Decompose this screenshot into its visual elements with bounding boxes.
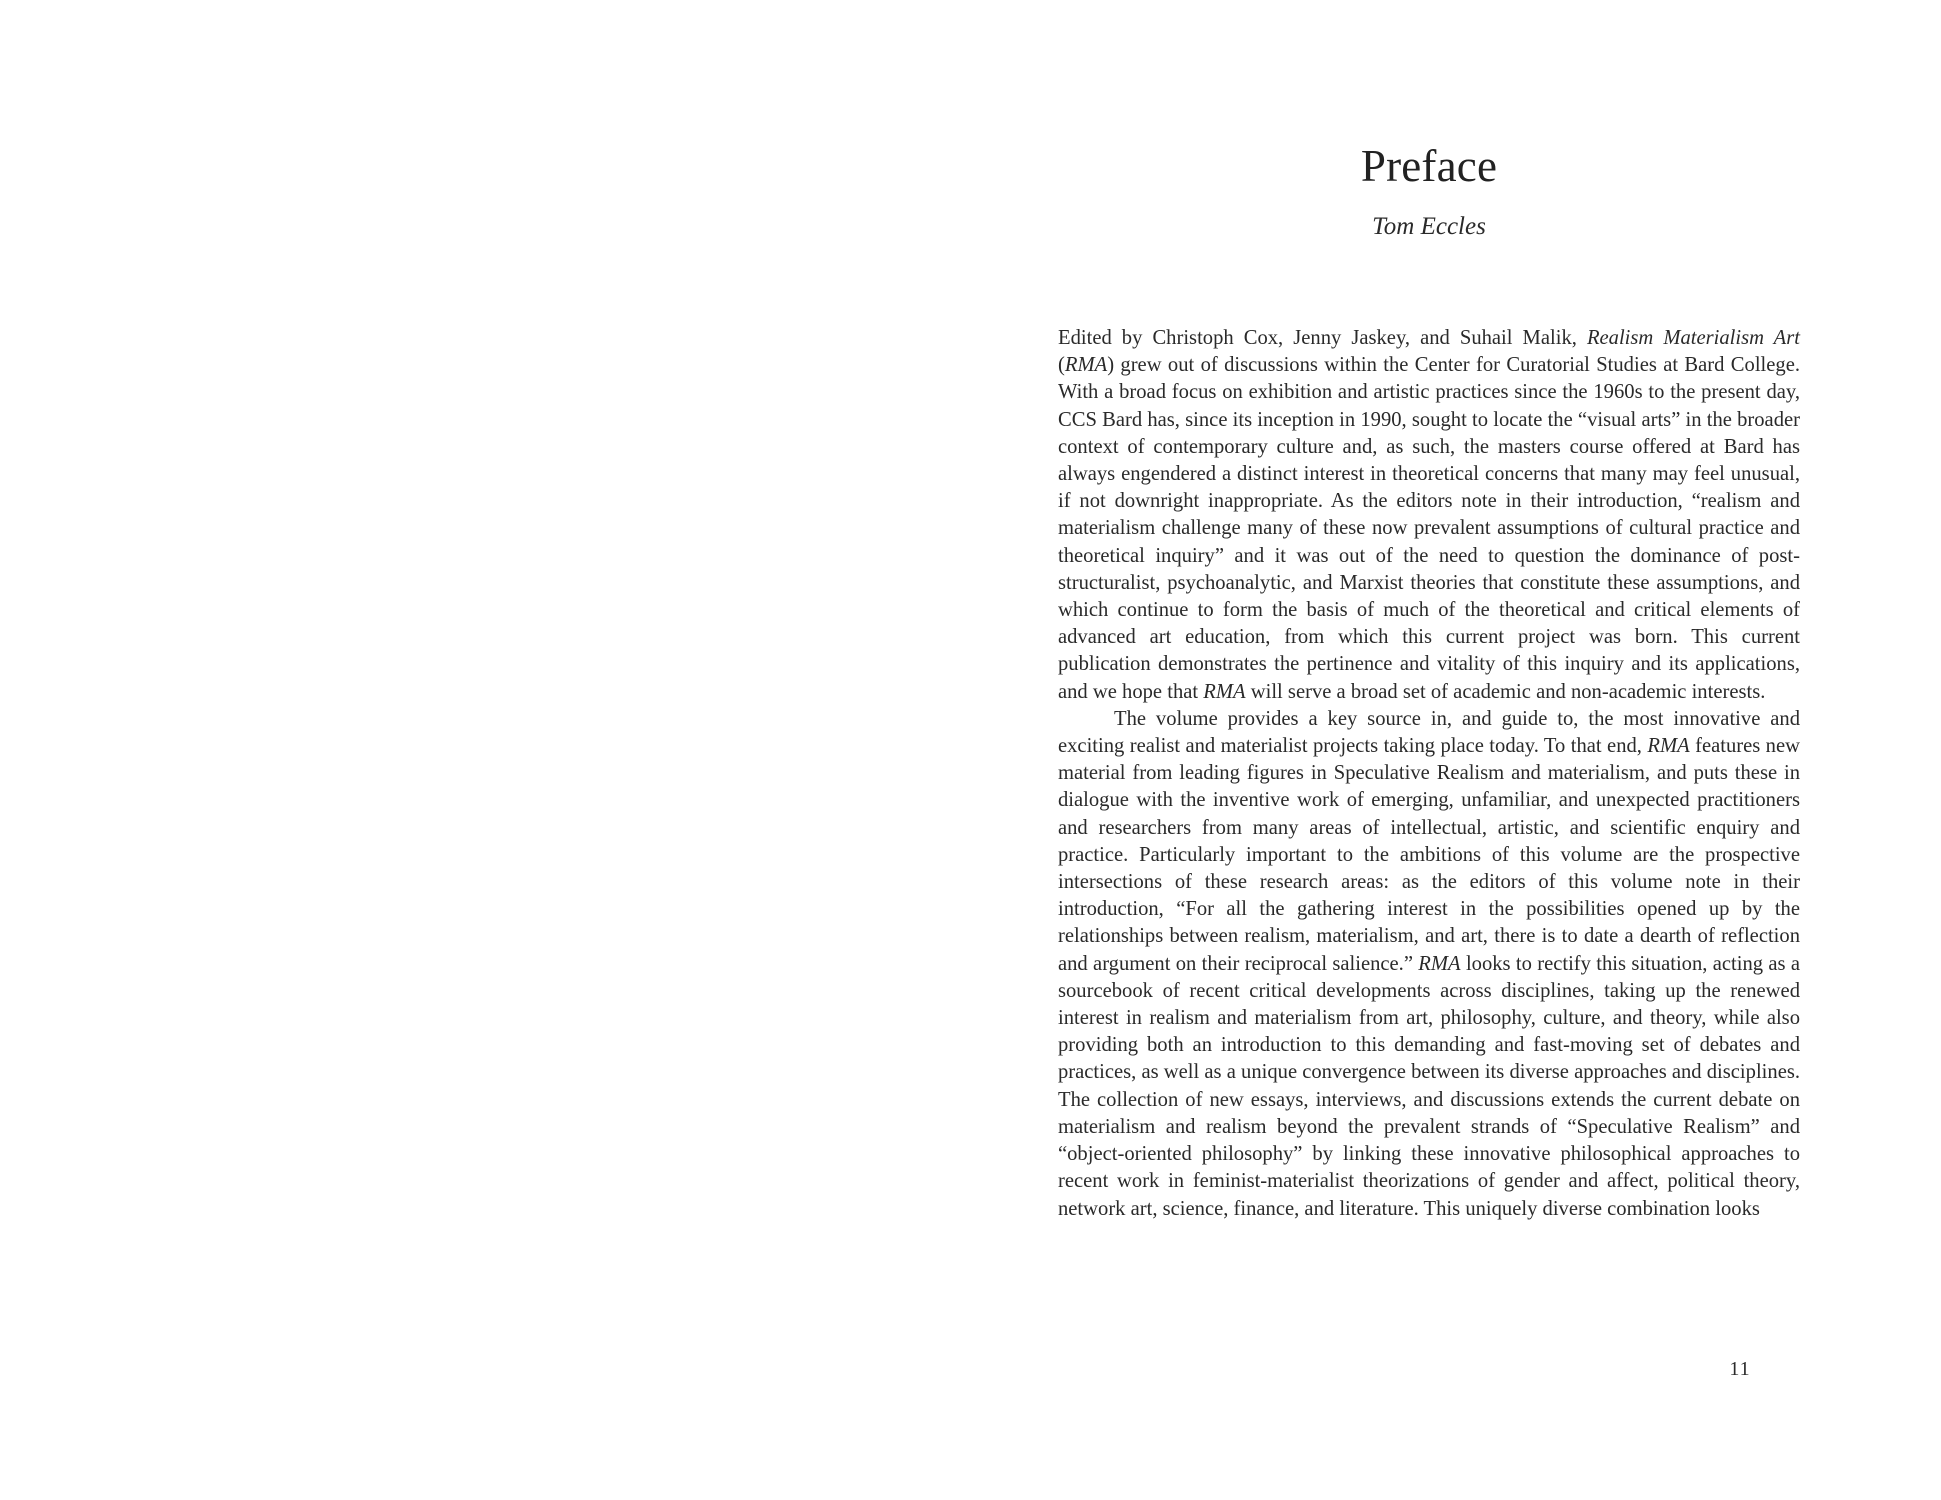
paragraph-1-intro: Edited by Christoph Cox, Jenny Jaskey, and Suhail Malik, <box>1058 327 1587 349</box>
book-title-italic: Realism Materialism Art <box>1586 327 1800 349</box>
paragraph-2-text-a: The volume provides a key source in, and guide to, the most innovative and exciting realist and materialist projects taking place today. To that end, <box>1058 707 1800 758</box>
paragraph-2 <box>1058 706 1800 1223</box>
paragraph-1-text: ) grew out of discussions within the Center for Curatorial Studies at Bard College. With a broad focus on exhibition and artistic practices since the 1960s to the present day, CCS Bard has, since its inception in 1990, sought to locate the “visual arts” in the broader context of contemporary culture and, as such, the masters course offered at Bard has always engendered a distinct interest in theoretical concerns that many may feel unusual, if not downright inappropriate. As the editors note in their introduction, “realism and materialism challenge many of these now prevalent assumptions of cultural practice and theoretical inquiry” and it was out of the need to question the dominance of post-structuralist, psychoanalytic, and Marxist theories that constitute these assumptions, and which continue to form the basis of much of the theoretical and critical elements of advanced art education, from which this current project was born. This current publication demonstrates the pertinence and vitality of this inquiry and its applications, and we hope that <box>1058 354 1800 703</box>
paragraph-1 <box>1058 325 1800 706</box>
paragraph-2-text-c: looks to rectify this situation, acting as a sourcebook of recent critical developments across disciplines, taking up the renewed interest in realism and materialism from art, philosophy, culture, and theory, while also providing both an introduction to this demanding and fast-moving set of debates and practices, as well as a unique convergence between its diverse approaches and disciplines. The collection of new essays, interviews, and discussions extends the current debate on materialism and realism beyond the prevalent strands of “Speculative Realism” and “object-oriented philosophy” by linking these innovative philosophical approaches to recent work in feminist-materialist theorizations of gender and affect, political theory, network art, science, finance, and literature. This uniquely diverse combination looks <box>1058 952 1800 1220</box>
paragraph-2-text-b: features new material from leading figures in Speculative Realism and materialism, and puts these in dialogue with the inventive work of emerging, unfamiliar, and unexpected practitioners and researchers from many areas of intellectual, artistic, and scientific enquiry and practice. Particularly important to the ambitions of this volume are the prospective intersections of these research areas: as the editors of this volume note in their introduction, “For all the gathering interest in the possibilities opened up by the relationships between realism, materialism, and art, there is to date a dearth of reflection and argument on their reciprocal salience.” <box>1058 735 1800 975</box>
paren-open: ( <box>1058 354 1065 377</box>
body-text <box>1058 325 1800 1223</box>
page-title: Preface <box>1360 141 1498 191</box>
paragraph-1-end: will serve a broad set of academic and non-academic interests. <box>1245 680 1766 703</box>
author-name: Tom Eccles <box>1372 213 1486 240</box>
abbrev-rma: RMA <box>1647 735 1690 758</box>
page-number: 11 <box>1729 1358 1751 1380</box>
abbrev-rma: RMA <box>1064 354 1108 377</box>
abbrev-rma: RMA <box>1203 680 1246 703</box>
left-page-blank <box>0 0 970 1500</box>
abbrev-rma: RMA <box>1418 952 1461 975</box>
